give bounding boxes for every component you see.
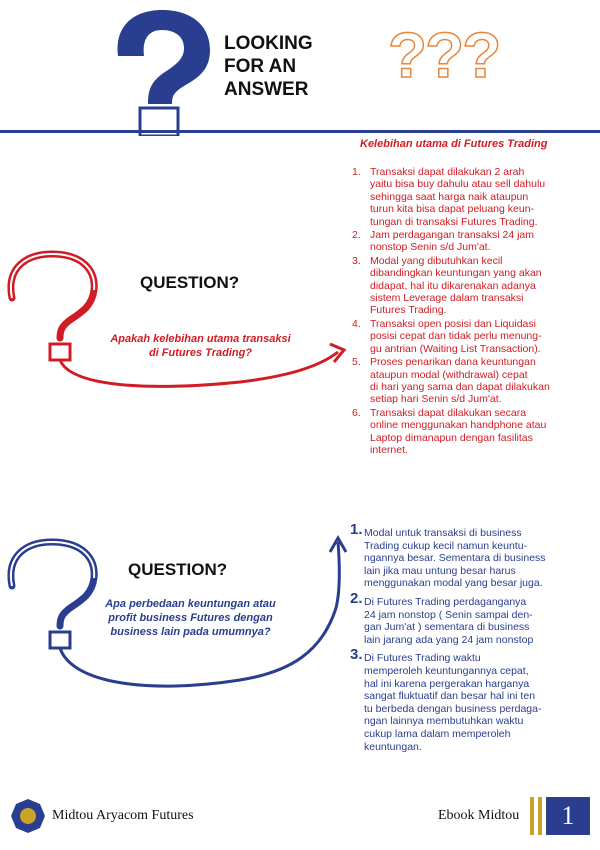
list-item: 5. Proses penarikan dana keuntungan ataupun modal (withdrawal) cepat di hari yang sama dan dapat dilakukan setiap hari Senin s/d Jum'at. <box>352 356 550 406</box>
footer-bar-gold <box>530 797 534 835</box>
page-title: LOOKING FOR AN ANSWER <box>224 33 313 100</box>
section1-question-text: Apakah kelebihan utama transaksi di Futures Trading? <box>110 333 291 359</box>
list-item: 1. Transaksi dapat dilakukan 2 arah yaitu bisa buy dahulu atau sell dahulu sehingga saat harga naik ataupun turun kita bisa dapat peluang keun- tungan di transaksi Futures Trading. <box>352 166 546 228</box>
footer-company: Midtou Aryacom Futures <box>52 808 194 823</box>
footer-bar-gold <box>538 797 542 835</box>
section1-question-label: QUESTION? <box>140 273 240 292</box>
list-item: 6. Transaksi dapat dilakukan secara online menggunakan handphone atau Laptop dimanapun dengan fasilitas internet. <box>352 406 547 456</box>
page-number: 1 <box>546 797 590 835</box>
section1-heading: Kelebihan utama di Futures Trading <box>360 138 548 150</box>
section2-question-label: QUESTION? <box>128 560 228 579</box>
section2-list <box>350 521 590 755</box>
section1-list <box>352 166 590 457</box>
company-logo-icon <box>10 798 46 834</box>
header-divider <box>0 130 600 133</box>
footer-ebook: Ebook Midtou <box>438 808 520 823</box>
red-question-arrow-icon <box>0 240 360 410</box>
list-item: 3. Modal yang dibutuhkan kecil dibandingkan keuntungan yang akan didapat, hal itu dikarenakan adanya sistem Leverage dalam transaksi Futures Trading. <box>352 254 542 317</box>
section2-question-text: Apa perbedaan keuntungan atau profit business Futures dengan business lain pada umumnya? <box>105 598 276 638</box>
list-item: 4. Transaksi open posisi dan Liquidasi posisi cepat dan tidak perlu menung- gu antrian (Waiting List Transaction). <box>352 317 542 355</box>
list-item: 3. Di Futures Trading waktu memperoleh keuntungannya cepat, hal ini karena pergerakan harganya sangat fluktuatif dan besar hal ini ten tu berbeda dengan business perdaga- ngan lainnya membutuhkan waktu cukup lama dalam memperoleh keuntungan. <box>350 646 542 753</box>
list-item: 1. Modal untuk transaksi di business Trading cukup kecil namun keuntu- ngannya besar. Sementara di business lain jika mau untung besar harus menggunakan modal yang besar juga. <box>350 521 546 590</box>
list-item: 2. Jam perdagangan transaksi 24 jam nonstop Senin s/d Jum'at. <box>352 229 535 254</box>
decorative-question-marks: ??? <box>388 19 500 91</box>
big-question-mark-icon <box>100 4 220 136</box>
list-item: 2. Di Futures Trading perdaganganya 24 jam nonstop ( Senin sampai den- gan Jum'at ) sementara di business lain jarang ada yang 24 jam nonstop <box>350 589 534 646</box>
